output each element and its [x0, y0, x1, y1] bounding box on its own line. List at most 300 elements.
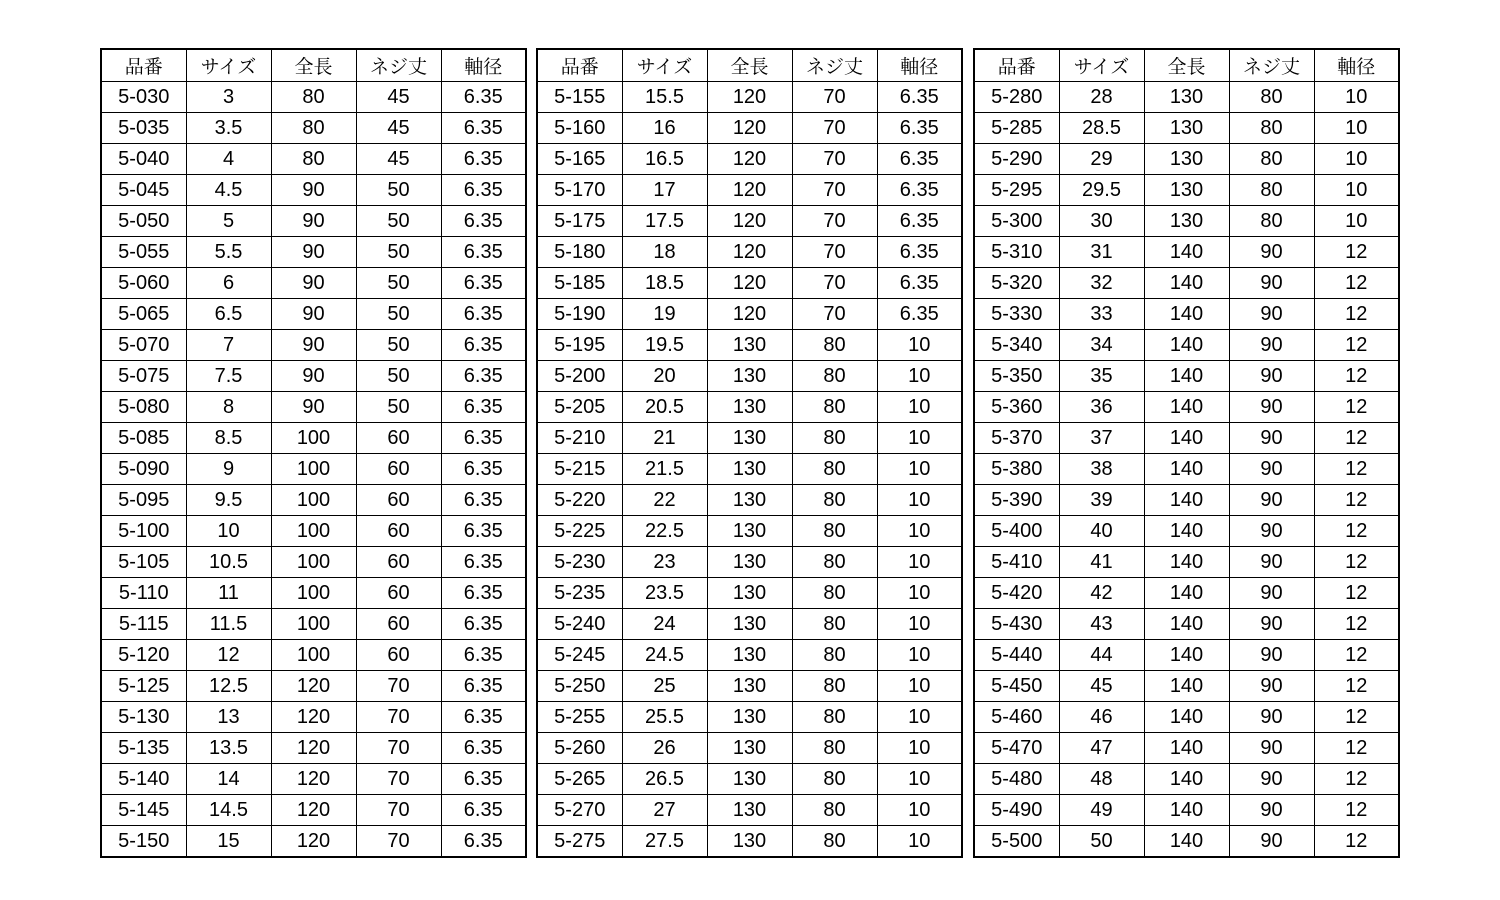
table-row [101, 361, 526, 392]
cell-thread-length: 80 [792, 764, 877, 795]
cell-shaft-diameter: 10 [1314, 113, 1399, 144]
cell-total-length: 140 [1144, 237, 1229, 268]
cell-shaft-diameter: 12 [1314, 268, 1399, 299]
cell-part-number: 5-035 [101, 113, 186, 144]
cell-shaft-diameter: 10 [877, 609, 962, 640]
cell-total-length: 140 [1144, 361, 1229, 392]
table-body [974, 82, 1399, 858]
cell-shaft-diameter: 10 [877, 702, 962, 733]
cell-thread-length: 90 [1229, 547, 1314, 578]
cell-thread-length: 50 [356, 237, 441, 268]
header-part-number: 品番 [974, 49, 1059, 82]
table-row [101, 330, 526, 361]
cell-total-length: 130 [1144, 206, 1229, 237]
cell-shaft-diameter: 6.35 [441, 392, 526, 423]
table-row [974, 175, 1399, 206]
table-row [974, 361, 1399, 392]
cell-total-length: 140 [1144, 330, 1229, 361]
cell-thread-length: 70 [792, 82, 877, 113]
header-size: サイズ [186, 49, 271, 82]
header-part-number: 品番 [537, 49, 622, 82]
cell-part-number: 5-490 [974, 795, 1059, 826]
cell-total-length: 120 [707, 113, 792, 144]
cell-size: 8.5 [186, 423, 271, 454]
cell-total-length: 90 [271, 361, 356, 392]
cell-size: 22.5 [622, 516, 707, 547]
cell-total-length: 140 [1144, 640, 1229, 671]
cell-size: 3.5 [186, 113, 271, 144]
cell-thread-length: 70 [792, 206, 877, 237]
cell-part-number: 5-290 [974, 144, 1059, 175]
table-row [974, 547, 1399, 578]
cell-part-number: 5-320 [974, 268, 1059, 299]
cell-part-number: 5-175 [537, 206, 622, 237]
cell-total-length: 140 [1144, 392, 1229, 423]
table-row [537, 144, 962, 175]
cell-shaft-diameter: 6.35 [877, 144, 962, 175]
cell-part-number: 5-310 [974, 237, 1059, 268]
table-row [974, 237, 1399, 268]
cell-thread-length: 50 [356, 268, 441, 299]
cell-total-length: 130 [707, 423, 792, 454]
cell-part-number: 5-120 [101, 640, 186, 671]
cell-size: 42 [1059, 578, 1144, 609]
cell-thread-length: 50 [356, 361, 441, 392]
cell-total-length: 100 [271, 454, 356, 485]
header-total-length: 全長 [707, 49, 792, 82]
cell-part-number: 5-410 [974, 547, 1059, 578]
cell-size: 18.5 [622, 268, 707, 299]
cell-part-number: 5-095 [101, 485, 186, 516]
cell-part-number: 5-340 [974, 330, 1059, 361]
header-row [974, 49, 1399, 82]
cell-size: 11.5 [186, 609, 271, 640]
cell-thread-length: 90 [1229, 795, 1314, 826]
cell-shaft-diameter: 10 [877, 361, 962, 392]
table-row [537, 454, 962, 485]
cell-shaft-diameter: 12 [1314, 330, 1399, 361]
cell-size: 39 [1059, 485, 1144, 516]
table-row [101, 82, 526, 113]
table-row [101, 733, 526, 764]
cell-shaft-diameter: 6.35 [441, 113, 526, 144]
cell-part-number: 5-055 [101, 237, 186, 268]
cell-size: 14 [186, 764, 271, 795]
table-row [101, 175, 526, 206]
cell-total-length: 140 [1144, 423, 1229, 454]
cell-part-number: 5-070 [101, 330, 186, 361]
cell-part-number: 5-265 [537, 764, 622, 795]
cell-total-length: 130 [707, 361, 792, 392]
cell-shaft-diameter: 6.35 [441, 423, 526, 454]
cell-size: 36 [1059, 392, 1144, 423]
cell-part-number: 5-145 [101, 795, 186, 826]
table-row [537, 330, 962, 361]
cell-part-number: 5-420 [974, 578, 1059, 609]
cell-shaft-diameter: 10 [877, 795, 962, 826]
cell-shaft-diameter: 6.35 [441, 640, 526, 671]
cell-total-length: 130 [707, 733, 792, 764]
cell-size: 17.5 [622, 206, 707, 237]
cell-thread-length: 80 [1229, 144, 1314, 175]
cell-shaft-diameter: 6.35 [441, 206, 526, 237]
cell-size: 25 [622, 671, 707, 702]
cell-size: 45 [1059, 671, 1144, 702]
table-row [537, 361, 962, 392]
table-row [974, 82, 1399, 113]
cell-shaft-diameter: 10 [877, 547, 962, 578]
cell-part-number: 5-275 [537, 826, 622, 858]
cell-total-length: 120 [271, 795, 356, 826]
cell-total-length: 140 [1144, 516, 1229, 547]
cell-part-number: 5-295 [974, 175, 1059, 206]
cell-part-number: 5-085 [101, 423, 186, 454]
cell-thread-length: 80 [1229, 113, 1314, 144]
cell-total-length: 120 [707, 237, 792, 268]
cell-shaft-diameter: 12 [1314, 454, 1399, 485]
cell-part-number: 5-380 [974, 454, 1059, 485]
cell-part-number: 5-150 [101, 826, 186, 858]
cell-part-number: 5-110 [101, 578, 186, 609]
cell-thread-length: 90 [1229, 609, 1314, 640]
cell-part-number: 5-300 [974, 206, 1059, 237]
cell-shaft-diameter: 10 [877, 454, 962, 485]
cell-part-number: 5-270 [537, 795, 622, 826]
table-row [537, 702, 962, 733]
table-row [974, 795, 1399, 826]
cell-thread-length: 50 [356, 206, 441, 237]
cell-size: 15.5 [622, 82, 707, 113]
cell-total-length: 130 [707, 454, 792, 485]
cell-thread-length: 60 [356, 423, 441, 454]
cell-shaft-diameter: 6.35 [441, 361, 526, 392]
header-thread-length: ネジ丈 [356, 49, 441, 82]
cell-shaft-diameter: 12 [1314, 640, 1399, 671]
cell-thread-length: 70 [356, 733, 441, 764]
cell-thread-length: 45 [356, 113, 441, 144]
cell-size: 12 [186, 640, 271, 671]
cell-shaft-diameter: 10 [877, 733, 962, 764]
cell-part-number: 5-030 [101, 82, 186, 113]
cell-thread-length: 80 [792, 547, 877, 578]
cell-total-length: 130 [1144, 113, 1229, 144]
cell-shaft-diameter: 12 [1314, 609, 1399, 640]
header-total-length: 全長 [271, 49, 356, 82]
table-row [101, 671, 526, 702]
header-row [537, 49, 962, 82]
cell-total-length: 130 [707, 609, 792, 640]
cell-thread-length: 90 [1229, 485, 1314, 516]
table-header [974, 49, 1399, 82]
cell-total-length: 90 [271, 268, 356, 299]
cell-shaft-diameter: 12 [1314, 516, 1399, 547]
cell-size: 8 [186, 392, 271, 423]
cell-shaft-diameter: 6.35 [877, 82, 962, 113]
cell-part-number: 5-100 [101, 516, 186, 547]
cell-thread-length: 90 [1229, 671, 1314, 702]
cell-shaft-diameter: 10 [1314, 82, 1399, 113]
cell-size: 47 [1059, 733, 1144, 764]
cell-size: 5.5 [186, 237, 271, 268]
cell-thread-length: 70 [792, 113, 877, 144]
cell-thread-length: 90 [1229, 702, 1314, 733]
cell-size: 38 [1059, 454, 1144, 485]
cell-size: 30 [1059, 206, 1144, 237]
cell-part-number: 5-470 [974, 733, 1059, 764]
cell-total-length: 100 [271, 640, 356, 671]
cell-thread-length: 50 [356, 330, 441, 361]
cell-shaft-diameter: 10 [877, 764, 962, 795]
cell-total-length: 100 [271, 609, 356, 640]
spec-table-3 [973, 48, 1400, 858]
table-row [974, 299, 1399, 330]
cell-thread-length: 80 [792, 733, 877, 764]
cell-shaft-diameter: 10 [1314, 144, 1399, 175]
table-row [974, 640, 1399, 671]
cell-size: 35 [1059, 361, 1144, 392]
cell-total-length: 120 [271, 671, 356, 702]
cell-total-length: 90 [271, 237, 356, 268]
cell-total-length: 130 [707, 547, 792, 578]
cell-total-length: 90 [271, 392, 356, 423]
cell-total-length: 130 [707, 516, 792, 547]
cell-thread-length: 80 [792, 330, 877, 361]
cell-shaft-diameter: 6.35 [441, 175, 526, 206]
table-row [537, 640, 962, 671]
cell-thread-length: 45 [356, 144, 441, 175]
table-row [537, 516, 962, 547]
cell-shaft-diameter: 12 [1314, 361, 1399, 392]
cell-shaft-diameter: 6.35 [441, 299, 526, 330]
cell-part-number: 5-480 [974, 764, 1059, 795]
cell-size: 19 [622, 299, 707, 330]
cell-total-length: 100 [271, 578, 356, 609]
table-row [974, 516, 1399, 547]
cell-part-number: 5-050 [101, 206, 186, 237]
cell-size: 21 [622, 423, 707, 454]
cell-size: 48 [1059, 764, 1144, 795]
cell-part-number: 5-235 [537, 578, 622, 609]
table-row [537, 113, 962, 144]
cell-total-length: 140 [1144, 578, 1229, 609]
cell-part-number: 5-280 [974, 82, 1059, 113]
cell-total-length: 140 [1144, 547, 1229, 578]
table-row [101, 454, 526, 485]
table-row [537, 423, 962, 454]
cell-total-length: 140 [1144, 268, 1229, 299]
cell-total-length: 130 [707, 640, 792, 671]
cell-shaft-diameter: 6.35 [441, 237, 526, 268]
cell-total-length: 120 [707, 206, 792, 237]
cell-shaft-diameter: 10 [877, 578, 962, 609]
cell-size: 11 [186, 578, 271, 609]
cell-thread-length: 90 [1229, 237, 1314, 268]
cell-thread-length: 90 [1229, 578, 1314, 609]
cell-size: 10 [186, 516, 271, 547]
cell-thread-length: 80 [792, 578, 877, 609]
cell-shaft-diameter: 6.35 [877, 113, 962, 144]
cell-total-length: 120 [707, 144, 792, 175]
cell-part-number: 5-285 [974, 113, 1059, 144]
cell-thread-length: 90 [1229, 299, 1314, 330]
cell-shaft-diameter: 10 [877, 330, 962, 361]
cell-thread-length: 80 [792, 392, 877, 423]
table-row [537, 268, 962, 299]
cell-total-length: 100 [271, 516, 356, 547]
cell-thread-length: 60 [356, 578, 441, 609]
table-row [101, 578, 526, 609]
cell-shaft-diameter: 12 [1314, 578, 1399, 609]
cell-size: 7 [186, 330, 271, 361]
header-shaft-diameter: 軸径 [441, 49, 526, 82]
cell-shaft-diameter: 10 [877, 392, 962, 423]
cell-shaft-diameter: 6.35 [441, 330, 526, 361]
cell-thread-length: 80 [792, 826, 877, 858]
cell-size: 13.5 [186, 733, 271, 764]
table-row [974, 392, 1399, 423]
cell-thread-length: 80 [792, 485, 877, 516]
cell-total-length: 80 [271, 82, 356, 113]
cell-shaft-diameter: 6.35 [441, 578, 526, 609]
table-row [537, 609, 962, 640]
cell-thread-length: 60 [356, 485, 441, 516]
cell-part-number: 5-360 [974, 392, 1059, 423]
cell-size: 16 [622, 113, 707, 144]
cell-thread-length: 70 [792, 237, 877, 268]
cell-thread-length: 90 [1229, 764, 1314, 795]
cell-size: 16.5 [622, 144, 707, 175]
cell-thread-length: 80 [1229, 82, 1314, 113]
cell-part-number: 5-400 [974, 516, 1059, 547]
table-row [537, 82, 962, 113]
cell-thread-length: 60 [356, 516, 441, 547]
table-row [537, 733, 962, 764]
table-row [537, 671, 962, 702]
cell-thread-length: 70 [356, 795, 441, 826]
cell-shaft-diameter: 6.35 [877, 206, 962, 237]
cell-total-length: 100 [271, 423, 356, 454]
header-thread-length: ネジ丈 [792, 49, 877, 82]
cell-part-number: 5-140 [101, 764, 186, 795]
cell-size: 21.5 [622, 454, 707, 485]
cell-size: 15 [186, 826, 271, 858]
cell-total-length: 130 [707, 392, 792, 423]
cell-shaft-diameter: 10 [1314, 206, 1399, 237]
header-shaft-diameter: 軸径 [1314, 49, 1399, 82]
cell-part-number: 5-460 [974, 702, 1059, 733]
table-row [974, 578, 1399, 609]
cell-shaft-diameter: 6.35 [441, 516, 526, 547]
cell-total-length: 100 [271, 485, 356, 516]
table-row [537, 299, 962, 330]
header-size: サイズ [622, 49, 707, 82]
cell-thread-length: 90 [1229, 640, 1314, 671]
cell-size: 50 [1059, 826, 1144, 858]
cell-part-number: 5-105 [101, 547, 186, 578]
cell-size: 12.5 [186, 671, 271, 702]
cell-shaft-diameter: 6.35 [441, 485, 526, 516]
cell-size: 3 [186, 82, 271, 113]
cell-size: 28 [1059, 82, 1144, 113]
cell-shaft-diameter: 6.35 [441, 826, 526, 858]
cell-part-number: 5-245 [537, 640, 622, 671]
cell-part-number: 5-130 [101, 702, 186, 733]
cell-thread-length: 70 [792, 299, 877, 330]
cell-total-length: 120 [707, 175, 792, 206]
cell-total-length: 120 [707, 82, 792, 113]
cell-part-number: 5-255 [537, 702, 622, 733]
table-row [974, 206, 1399, 237]
table-row [101, 640, 526, 671]
cell-size: 31 [1059, 237, 1144, 268]
table-row [101, 764, 526, 795]
cell-total-length: 140 [1144, 609, 1229, 640]
header-total-length: 全長 [1144, 49, 1229, 82]
cell-total-length: 80 [271, 113, 356, 144]
table-row [974, 702, 1399, 733]
cell-size: 17 [622, 175, 707, 206]
table-row [101, 299, 526, 330]
cell-part-number: 5-195 [537, 330, 622, 361]
cell-size: 6.5 [186, 299, 271, 330]
cell-total-length: 90 [271, 175, 356, 206]
cell-thread-length: 90 [1229, 826, 1314, 858]
cell-thread-length: 70 [792, 175, 877, 206]
cell-thread-length: 80 [792, 671, 877, 702]
spec-table-1 [100, 48, 527, 858]
cell-shaft-diameter: 12 [1314, 671, 1399, 702]
cell-size: 4 [186, 144, 271, 175]
cell-total-length: 130 [707, 795, 792, 826]
cell-shaft-diameter: 10 [877, 423, 962, 454]
table-row [974, 454, 1399, 485]
table-row [974, 423, 1399, 454]
table-row [537, 206, 962, 237]
cell-part-number: 5-450 [974, 671, 1059, 702]
cell-size: 24 [622, 609, 707, 640]
cell-total-length: 140 [1144, 826, 1229, 858]
cell-total-length: 130 [707, 578, 792, 609]
cell-thread-length: 80 [792, 423, 877, 454]
cell-part-number: 5-155 [537, 82, 622, 113]
cell-shaft-diameter: 12 [1314, 237, 1399, 268]
cell-thread-length: 80 [1229, 175, 1314, 206]
cell-thread-length: 80 [792, 361, 877, 392]
cell-size: 25.5 [622, 702, 707, 733]
cell-size: 5 [186, 206, 271, 237]
cell-total-length: 140 [1144, 299, 1229, 330]
cell-thread-length: 90 [1229, 733, 1314, 764]
header-part-number: 品番 [101, 49, 186, 82]
cell-size: 23 [622, 547, 707, 578]
cell-shaft-diameter: 6.35 [877, 237, 962, 268]
cell-size: 49 [1059, 795, 1144, 826]
cell-size: 41 [1059, 547, 1144, 578]
cell-thread-length: 45 [356, 82, 441, 113]
cell-thread-length: 70 [356, 764, 441, 795]
cell-size: 26.5 [622, 764, 707, 795]
cell-part-number: 5-200 [537, 361, 622, 392]
cell-thread-length: 50 [356, 392, 441, 423]
cell-part-number: 5-370 [974, 423, 1059, 454]
cell-part-number: 5-350 [974, 361, 1059, 392]
cell-part-number: 5-040 [101, 144, 186, 175]
cell-size: 6 [186, 268, 271, 299]
cell-part-number: 5-190 [537, 299, 622, 330]
cell-shaft-diameter: 6.35 [877, 175, 962, 206]
cell-shaft-diameter: 12 [1314, 795, 1399, 826]
cell-total-length: 140 [1144, 764, 1229, 795]
